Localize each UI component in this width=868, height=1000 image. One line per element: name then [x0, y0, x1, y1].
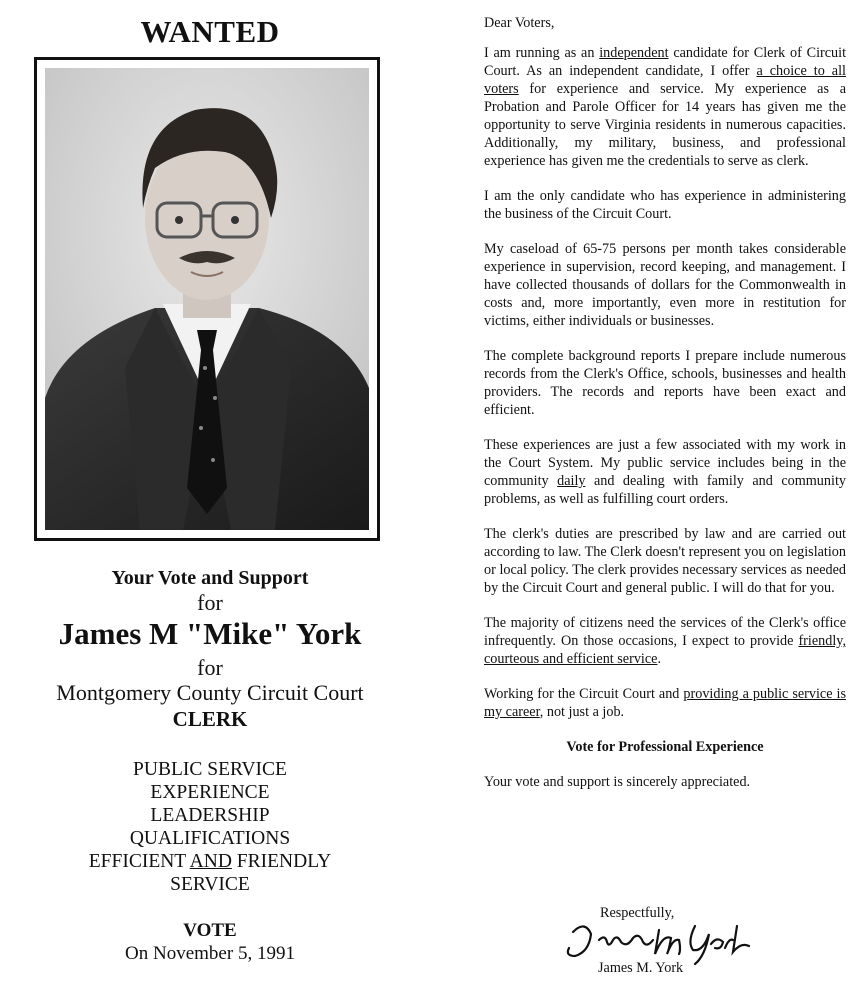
letter-paragraph-8 [484, 685, 846, 721]
printed-name: James M. York [598, 960, 684, 976]
efficient-and: AND [189, 851, 232, 872]
photo-frame [34, 57, 380, 541]
left-column [0, 0, 420, 1000]
slogan: Vote for Professional Experience [566, 739, 764, 755]
p7-underline-service: friendly, courteous and efficient service [484, 633, 846, 667]
quality-item: PUBLIC SERVICE [133, 759, 287, 780]
for-line-2: for [197, 655, 223, 680]
candidate-name: James M "Mike" York [58, 616, 362, 651]
p5-text-a: These experiences are just a few associated with my work in the Court System. My public service includes being in the community [484, 437, 846, 489]
quality-item: QUALIFICATIONS [129, 828, 291, 849]
quality-item-efficient [0, 850, 420, 873]
letter-paragraph-5 [484, 436, 846, 508]
p7-text-b: . [657, 651, 662, 667]
quality-item: LEADERSHIP [150, 805, 270, 826]
quality-item: EXPERIENCE [150, 782, 270, 803]
p8-text-b: , not just a job. [539, 704, 625, 720]
candidate-photo [45, 68, 369, 530]
letter-paragraph-6: The clerk's duties are prescribed by law and are carried out according to law. The Clerk doesn't represent you on legislation or local policy. The clerk provides necessary services as needed by the Circuit Court and general public. I will do that for you. [484, 526, 846, 596]
letter-paragraph-2: I am the only candidate who has experience in administering the business of the Circuit Court. [484, 188, 846, 222]
p1-text-b: candidate for Clerk of Circuit Court. As an independent candidate, I offer [484, 45, 847, 79]
closing-respectfully: Respectfully, [600, 905, 675, 921]
efficient-post: FRIENDLY [231, 851, 332, 872]
p1-text-c: for experience and service. My experience as a Probation and Parole Officer for 14 years has given me the opportunity to serve Virginia residents in numerous capacities. Additionally, my military, business, and professional experience has given me the credentials to serve as clerk. [484, 81, 846, 169]
qualities-list [0, 758, 420, 896]
letter-paragraph-4: The complete background reports I prepare include numerous records from the Clerk's Office, schools, businesses and health providers. The records and reports have been exact and efficient. [484, 348, 846, 418]
letter-paragraph-7 [484, 614, 846, 668]
appreciation-line: Your vote and support is sincerely appreciated. [484, 774, 751, 790]
letter-greeting: Dear Voters, [484, 15, 555, 31]
p8-underline-career: providing a public service is my career [484, 686, 846, 720]
vote-heading: VOTE [183, 920, 237, 941]
p8-text-a: Working for the Circuit Court and [484, 686, 684, 702]
portrait-illustration [45, 68, 369, 530]
letter-paragraph-1 [484, 44, 846, 170]
letter [484, 14, 846, 797]
efficient-pre: EFFICIENT [88, 851, 190, 872]
p5-text-b: and dealing with family and community problems, as well as fulfilling court orders. [484, 473, 846, 507]
p7-text-a: The majority of citizens need the services of the Clerk's office infrequently. On those occasions, I expect to provide [484, 615, 846, 649]
p5-underline-daily: daily [557, 473, 586, 489]
election-date: On November 5, 1991 [125, 943, 295, 964]
letter-paragraph-3: My caseload of 65-75 persons per month takes considerable experience in supervision, record keeping, and management. I have collected thousands of dollars for the Commonwealth in costs and, more importantly, even more in restitution for victims, either individuals or businesses. [484, 241, 846, 329]
office-title: CLERK [172, 707, 248, 731]
p1-underline-choice: a choice to all voters [484, 63, 846, 97]
p1-text-a: I am running as an [484, 45, 600, 61]
for-line-1: for [197, 590, 223, 615]
p1-underline-independent: independent [599, 45, 669, 61]
headline-wanted: WANTED [140, 14, 280, 49]
county-court: Montgomery County Circuit Court [56, 680, 364, 705]
support-line: Your Vote and Support [111, 567, 309, 589]
handwritten-signature [555, 912, 755, 966]
quality-item: SERVICE [170, 874, 250, 895]
